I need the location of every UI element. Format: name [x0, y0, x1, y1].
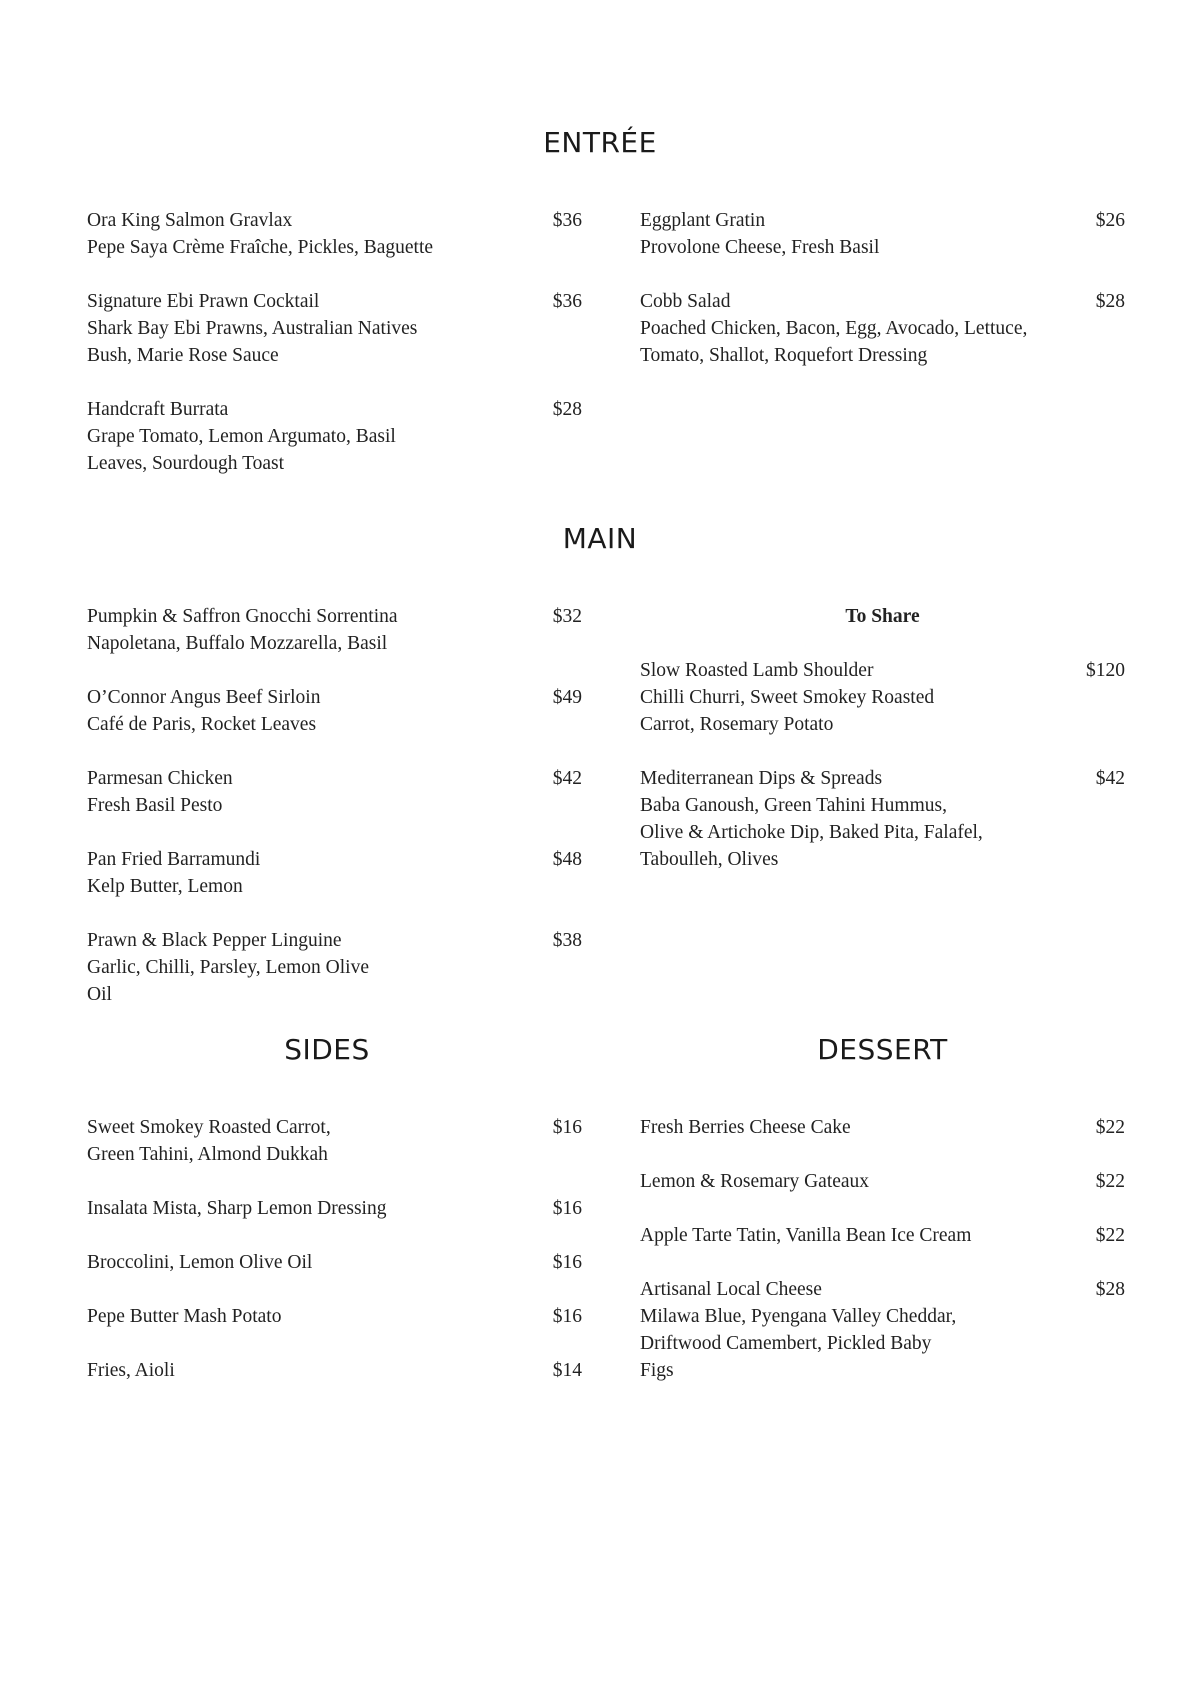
menu-item-price: $28: [1095, 1279, 1125, 1300]
menu-item-name: Lemon & Rosemary Gateaux: [640, 1171, 870, 1192]
menu-item-description: Chilli Churri, Sweet Smokey Roasted Carrot, Rosemary Potato: [640, 687, 935, 735]
menu-item-name: Pan Fried Barramundi: [87, 849, 261, 870]
to-share-list: [640, 657, 1125, 873]
menu-item-name: Artisanal Local Cheese: [640, 1279, 822, 1300]
menu-item-price: $42: [1095, 768, 1125, 789]
main-left-column: [87, 603, 582, 1035]
menu-item: [87, 846, 582, 900]
menu-item-name: Broccolini, Lemon Olive Oil: [87, 1252, 313, 1273]
menu-item: [87, 1357, 582, 1384]
menu-item-description: Pepe Saya Crème Fraîche, Pickles, Baguette: [87, 237, 434, 258]
menu-item-description: Grape Tomato, Lemon Argumato, Basil Leaves, Sourdough Toast: [87, 426, 396, 474]
to-share-subheading: To Share: [845, 606, 920, 627]
menu-item-name: Apple Tarte Tatin, Vanilla Bean Ice Cream: [640, 1225, 972, 1246]
menu-item-name: Insalata Mista, Sharp Lemon Dressing: [87, 1198, 387, 1219]
menu-item-price: $42: [552, 768, 582, 789]
menu-item-name: Handcraft Burrata: [87, 399, 229, 420]
menu-item-name: Eggplant Gratin: [640, 210, 766, 231]
menu-item-price: $32: [552, 606, 582, 627]
menu-item: [640, 1114, 1125, 1141]
menu-item: [87, 765, 582, 819]
menu-item: [640, 207, 1125, 261]
menu-item-name: Cobb Salad: [640, 291, 731, 312]
main-right-column: [640, 603, 1125, 900]
menu-item-price: $16: [552, 1117, 582, 1138]
menu-item-name: Slow Roasted Lamb Shoulder: [640, 660, 874, 681]
menu-item-name: Ora King Salmon Gravlax: [87, 210, 293, 231]
menu-item-name: Mediterranean Dips & Spreads: [640, 768, 883, 789]
menu-item-name: Prawn & Black Pepper Linguine: [87, 930, 342, 951]
menu-item: [87, 603, 582, 657]
menu-item-price: $16: [552, 1252, 582, 1273]
menu-item-description: Kelp Butter, Lemon: [87, 876, 243, 897]
menu-item-description: Shark Bay Ebi Prawns, Australian Natives Bush, Marie Rose Sauce: [87, 318, 418, 366]
menu-item-price: $38: [552, 930, 582, 951]
menu-item-price: $120: [1086, 660, 1125, 681]
menu-item-price: $49: [552, 687, 582, 708]
menu-item-name: Pepe Butter Mash Potato: [87, 1306, 282, 1327]
menu-item-price: $22: [1095, 1117, 1125, 1138]
menu-item: [87, 207, 582, 261]
menu-item: [87, 1249, 582, 1276]
menu-item-price: $14: [552, 1360, 582, 1381]
menu-item: [87, 684, 582, 738]
menu-item-price: $16: [552, 1306, 582, 1327]
menu-item-description: Provolone Cheese, Fresh Basil: [640, 237, 880, 258]
menu-item-name: O’Connor Angus Beef Sirloin: [87, 687, 321, 708]
menu-item: [87, 927, 582, 1008]
menu-item-description: Fresh Basil Pesto: [87, 795, 223, 816]
menu-item-description: Baba Ganoush, Green Tahini Hummus, Olive & Artichoke Dip, Baked Pita, Falafel, Taboulleh, Olives: [640, 795, 983, 870]
menu-item-price: $16: [552, 1198, 582, 1219]
menu-item: [640, 1222, 1125, 1249]
menu-item-price: $28: [552, 399, 582, 420]
dessert-heading: DESSERT: [817, 1033, 948, 1066]
menu-item-description: Green Tahini, Almond Dukkah: [87, 1144, 328, 1165]
menu-item: [87, 1303, 582, 1330]
entree-right-column: [640, 207, 1125, 396]
menu-item: [640, 288, 1125, 369]
menu-item-price: $22: [1095, 1171, 1125, 1192]
entree-heading: ENTRÉE: [543, 126, 657, 159]
dessert-column: [640, 1114, 1125, 1411]
menu-item: [87, 1114, 582, 1168]
sides-heading: SIDES: [284, 1033, 370, 1066]
menu-item: [640, 765, 1125, 873]
menu-item-price: $36: [552, 210, 582, 231]
menu-item-name: Parmesan Chicken: [87, 768, 233, 789]
menu-item-name: Signature Ebi Prawn Cocktail: [87, 291, 320, 312]
menu-item-name: Pumpkin & Saffron Gnocchi Sorrentina: [87, 606, 398, 627]
menu-item: [87, 1195, 582, 1222]
menu-item-name: Fresh Berries Cheese Cake: [640, 1117, 851, 1138]
menu-item-price: $36: [552, 291, 582, 312]
menu-item: [640, 1276, 1125, 1384]
menu-item: [640, 657, 1125, 738]
menu-item-description: Garlic, Chilli, Parsley, Lemon Olive Oil: [87, 957, 369, 1005]
menu-item: [640, 1168, 1125, 1195]
menu-item-price: $26: [1095, 210, 1125, 231]
menu-item-name: Sweet Smokey Roasted Carrot,: [87, 1117, 331, 1138]
menu-item-name: Fries, Aioli: [87, 1360, 175, 1381]
menu-item-price: $28: [1095, 291, 1125, 312]
menu-item: [87, 288, 582, 369]
menu-item-description: Café de Paris, Rocket Leaves: [87, 714, 317, 735]
menu-item: [87, 396, 582, 477]
menu-item-description: Poached Chicken, Bacon, Egg, Avocado, Lettuce, Tomato, Shallot, Roquefort Dressing: [640, 318, 1028, 366]
menu-item-description: Milawa Blue, Pyengana Valley Cheddar, Driftwood Camembert, Pickled Baby Figs: [640, 1306, 957, 1381]
menu-item-price: $22: [1095, 1225, 1125, 1246]
menu-item-description: Napoletana, Buffalo Mozzarella, Basil: [87, 633, 388, 654]
sides-column: [87, 1114, 582, 1411]
main-heading: MAIN: [562, 522, 638, 555]
entree-left-column: [87, 207, 582, 504]
menu-item-price: $48: [552, 849, 582, 870]
